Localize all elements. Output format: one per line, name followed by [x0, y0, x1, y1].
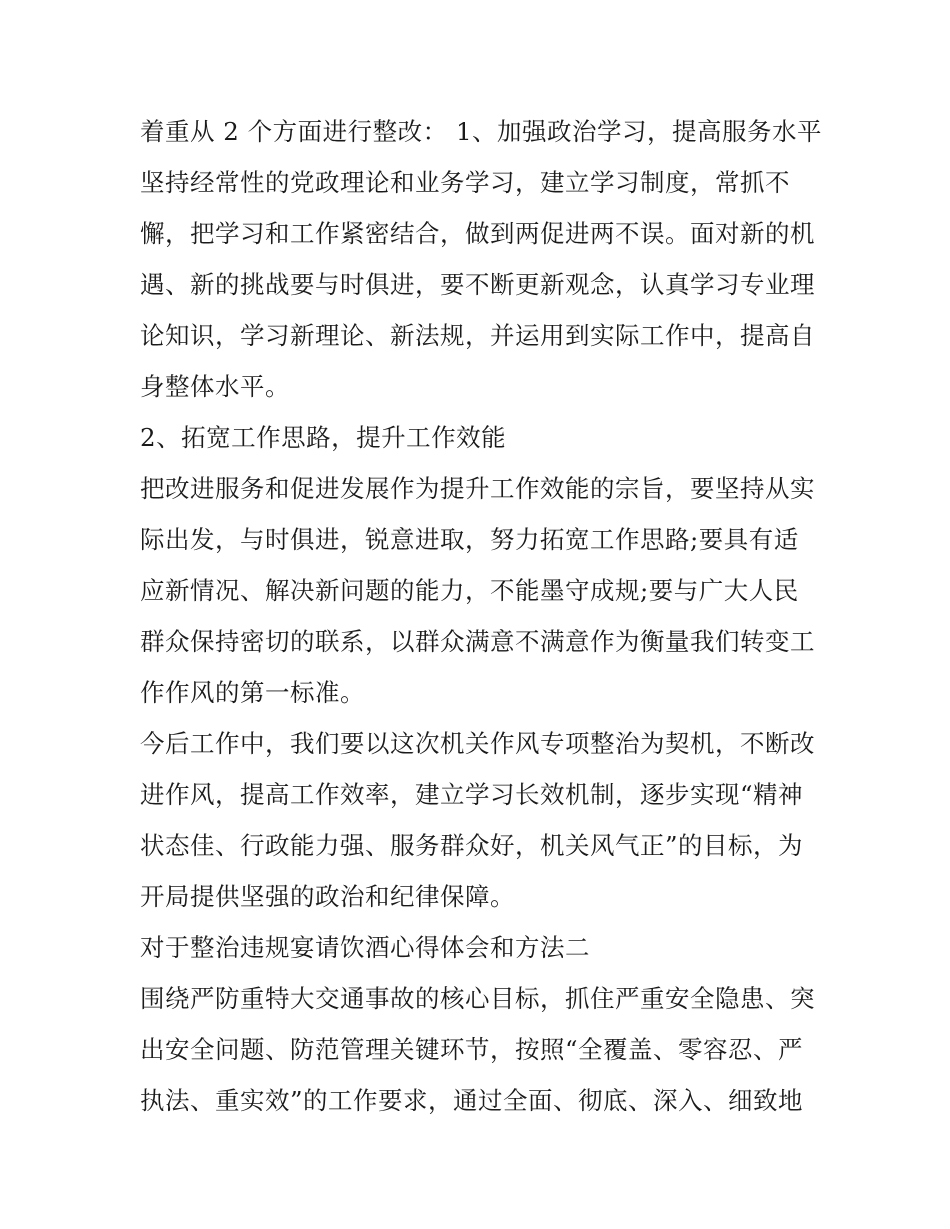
text-line: 作作风的第一标准。 — [140, 678, 365, 707]
text-line: 今后工作中，我们要以这次机关作风专项整治为契机，不断改 — [140, 729, 815, 758]
section-heading: 对于整治违规宴请饮酒心得体会和方法二 — [140, 933, 590, 962]
text-line: 遇、新的挑战要与时俱进，要不断更新观念，认真学习专业理 — [140, 270, 815, 299]
text-line: 出安全问题、防范管理关键环节，按照“全覆盖、零容忍、严 — [140, 1035, 804, 1064]
text-line: 身整体水平。 — [140, 372, 290, 401]
text-line: 执法、重实效”的工作要求，通过全面、彻底、深入、细致地 — [140, 1086, 804, 1115]
text-line: 论知识，学习新理论、新法规，并运用到实际工作中，提高自 — [140, 321, 815, 350]
text-line: 应新情况、解决新问题的能力，不能墨守成规;要与广大人民 — [140, 576, 799, 605]
text-line: 状态佳、行政能力强、服务群众好，机关风气正”的目标，为 — [140, 831, 804, 860]
text-line: 围绕严防重特大交通事故的核心目标，抓住严重安全隐患、突 — [140, 984, 815, 1013]
text-line: 懈，把学习和工作紧密结合，做到两促进两不误。面对新的机 — [140, 219, 815, 248]
text-line: 把改进服务和促进发展作为提升工作效能的宗旨，要坚持从实 — [140, 474, 815, 503]
text-line: 着重从 2 个方面进行整改： 1、加强政治学习，提高服务水平 — [140, 117, 823, 146]
text-line: 进作风，提高工作效率，建立学习长效机制，逐步实现“精神 — [140, 780, 804, 809]
text-line: 开局提供坚强的政治和纪律保障。 — [140, 882, 515, 911]
section-heading: 2、拓宽工作思路，提升工作效能 — [140, 423, 507, 452]
document-body — [140, 106, 830, 1126]
text-line: 际出发，与时俱进，锐意进取，努力拓宽工作思路;要具有适 — [140, 525, 799, 554]
text-line: 坚持经常性的党政理论和业务学习，建立学习制度，常抓不 — [140, 168, 790, 197]
text-line: 群众保持密切的联系，以群众满意不满意作为衡量我们转变工 — [140, 627, 815, 656]
